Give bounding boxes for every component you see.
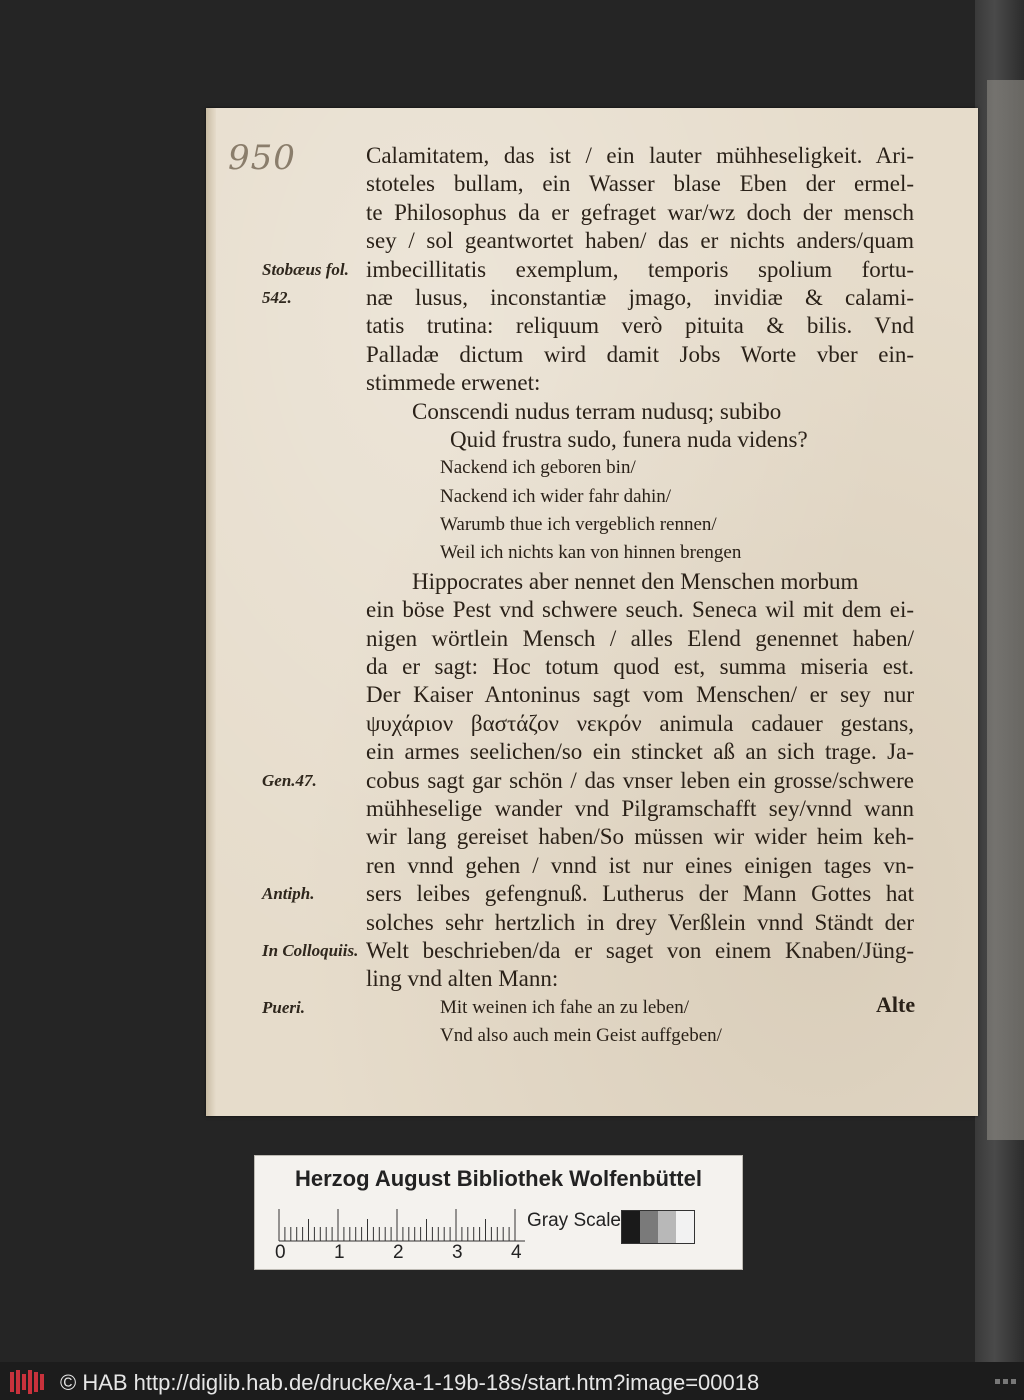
margin-note: In Colloquiis. xyxy=(262,941,359,961)
ruler-number: 0 xyxy=(275,1242,286,1263)
text-line: næ lusus, inconstantiæ jmago, invidiæ & calami- xyxy=(366,284,914,310)
text-line: Der Kaiser Antoninus sagt vom Menschen/ er sey nur xyxy=(366,682,914,708)
margin-note: 542. xyxy=(262,288,292,307)
text-line: ling vnd alten Mann: xyxy=(366,966,559,992)
ruler-number: 4 xyxy=(511,1242,522,1263)
text-line: Nackend ich geboren bin/ xyxy=(440,457,636,479)
text-line: cobus sagt gar schön / das vnser leben ein grosse/schwere xyxy=(366,767,914,793)
text-line: sey / sol geantwortet haben/ das er nichts anders/quam xyxy=(366,228,914,254)
text-line: ein armes seelichen/so ein stincket aß an sich trage. Ja- xyxy=(366,739,914,765)
margin-note: Antiph. xyxy=(262,884,315,904)
gray-scale-swatches xyxy=(621,1210,695,1244)
book-page xyxy=(206,108,978,1116)
footer-dots-icon xyxy=(994,1374,1018,1388)
text-line: ein böse Pest vnd schwere seuch. Seneca wil mit dem ei- xyxy=(366,597,914,623)
ruler-number: 3 xyxy=(452,1242,463,1263)
gray-swatch-mid xyxy=(640,1211,658,1243)
footer-bar xyxy=(0,1362,1024,1400)
book-edge-strip xyxy=(975,0,1024,1362)
text-line: Vnd also auch mein Geist auffgeben/ xyxy=(440,1025,722,1047)
text-line: stimmede erwenet: xyxy=(366,370,541,396)
text-line: Calamitatem, das ist / ein lauter mühheseligkeit. Ari- xyxy=(366,143,914,168)
gray-swatch-light xyxy=(658,1211,676,1243)
text-line: mühheselige wander vnd Pilgramschafft sey/vnnd wann xyxy=(366,795,914,821)
color-scale-card xyxy=(254,1155,743,1270)
text-line: Warumb thue ich vergeblich rennen/ xyxy=(440,514,717,536)
gray-swatch-black xyxy=(622,1211,640,1243)
copyright-url[interactable]: © HAB http://diglib.hab.de/drucke/xa-1-19b-18s/start.htm?image=00018 xyxy=(60,1370,760,1395)
ruler-number: 1 xyxy=(334,1242,345,1263)
margin-note: Gen.47. xyxy=(262,770,317,790)
book-edge-highlight xyxy=(987,80,1024,1140)
text-line: ren vnnd gehen / vnnd ist nur eines einigen tages vn- xyxy=(366,852,914,878)
hab-logo-icon xyxy=(10,1370,46,1394)
text-line: Welt beschrieben/da er saget von einem Knaben/Jüng- xyxy=(366,937,914,963)
text-line: Conscendi nudus terram nudusq; subibo xyxy=(412,398,782,424)
library-name: Herzog August Bibliothek Wolfenbüttel xyxy=(295,1166,702,1191)
ruler-numbers xyxy=(271,1242,541,1262)
text-line: nigen wörtlein Mensch / alles Elend genennet haben/ xyxy=(366,625,914,651)
gray-scale-label: Gray Scale xyxy=(527,1210,621,1231)
text-line: te Philosophus da er gefraget war/wz doch der mensch xyxy=(366,199,914,225)
text-line: Palladæ dictum wird damit Jobs Worte vber ein- xyxy=(366,341,914,367)
manuscript-page-number: 950 xyxy=(228,138,296,178)
catchword: Alte xyxy=(876,992,916,1017)
margin-note: Stobæus fol. xyxy=(262,259,349,279)
text-line: Hippocrates aber nennet den Menschen morbum xyxy=(412,568,859,594)
text-line: imbecillitatis exemplum, temporis spolium fortu- xyxy=(366,256,914,282)
ruler-ticks xyxy=(277,1208,527,1242)
gray-swatch-white xyxy=(676,1211,694,1243)
text-line: Weil ich nichts kan von hinnen brengen xyxy=(440,542,742,564)
text-line: wir lang gereiset haben/So müssen wir wider heim keh- xyxy=(366,824,914,850)
text-line: solches sehr hertzlich in drey Verßlein vnnd Ständt der xyxy=(366,909,914,935)
text-line: stoteles bullam, ein Wasser blase Eben der ermel- xyxy=(366,171,914,197)
text-line: tatis trutina: reliquum verò pituita & bilis. Vnd xyxy=(366,313,914,339)
text-line: Mit weinen ich fahe an zu leben/ xyxy=(440,996,690,1018)
text-line: sers leibes gefengnuß. Lutherus der Mann Gottes hat xyxy=(366,881,914,907)
text-line: ψυχάριον βαστάζον νεκρόν animula cadauer gestans, xyxy=(366,710,914,736)
ruler-number: 2 xyxy=(393,1242,404,1263)
ruler-scale xyxy=(277,1208,527,1242)
margin-note: Pueri. xyxy=(262,998,305,1017)
page-gutter-shadow xyxy=(206,108,216,1116)
text-line: da er sagt: Hoc totum quod est, summa miseria est. xyxy=(366,654,914,680)
text-line: Quid frustra sudo, funera nuda videns? xyxy=(450,426,808,452)
text-line: Nackend ich wider fahr dahin/ xyxy=(440,485,672,507)
page-body-text xyxy=(366,142,914,1051)
